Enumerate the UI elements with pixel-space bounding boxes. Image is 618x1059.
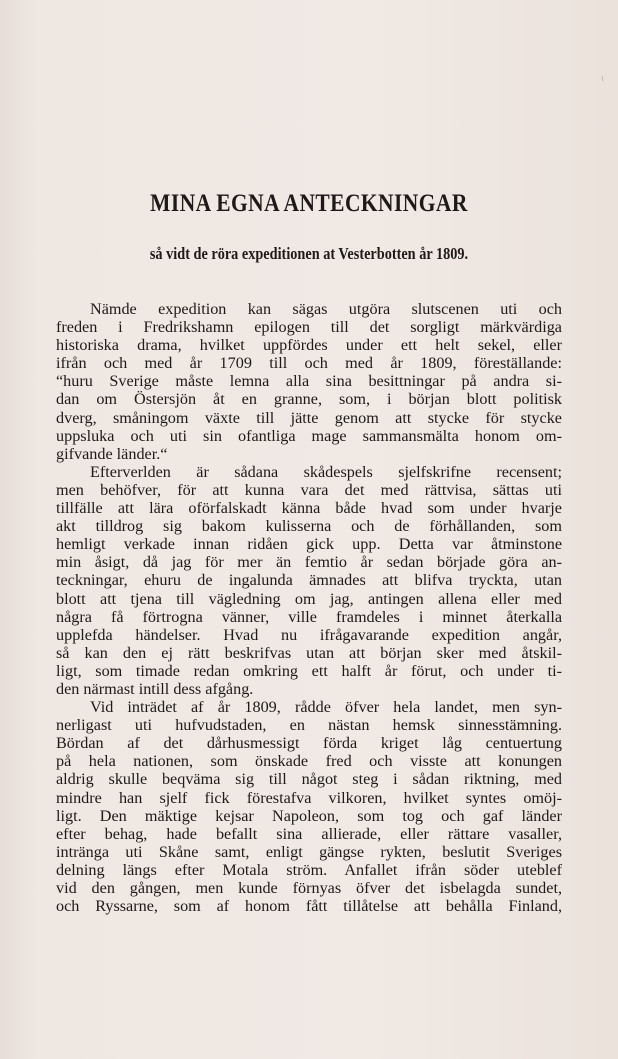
text-line: på hela nationen, som önskade fred och visste att konungen: [56, 752, 562, 771]
text-line: aldrig skulle beqväma sig till något steg i sådan riktning, med: [56, 770, 562, 789]
paragraph: [56, 300, 562, 463]
text-line: dan om Östersjön åt en granne, som, i början blott politisk: [56, 390, 562, 409]
text-line: men behöfver, för att kunna vara det med rättvisa, sättas uti: [56, 480, 562, 499]
text-line: Vid inträdet af år 1809, rådde öfver hela landet, men syn-: [90, 698, 562, 717]
text-line: gifvande länder.“: [56, 444, 168, 463]
text-line: några få förtrogna vänner, ville framdeles i minnet återkalla: [56, 607, 562, 626]
text-line: och Ryssarne, som af honom fått tillåtelse att behålla Finland,: [56, 897, 562, 916]
text-line: vid den gången, men kunde förnyas öfver det isbelagda sundet,: [56, 879, 562, 897]
text-line: ligt. Den mäktige kejsar Napoleon, som tog och gaf länder: [56, 806, 562, 825]
text-line: efter behag, hade befallt sina allierade, eller rättare vasaller,: [56, 824, 562, 843]
text-line: dverg, småningom växte till jätte genom att stycke för stycke: [56, 408, 562, 427]
paragraph: [56, 698, 562, 915]
document-subtitle: så vidt de röra expeditionen at Vesterbotten år 1809.: [149, 244, 469, 263]
text-line: Nämde expedition kan sägas utgöra slutscenen uti och: [90, 300, 562, 318]
text-line: ifrån och med år 1709 till och med år 1809, föreställande:: [56, 354, 562, 373]
text-line: så kan den ej rätt beskrifvas utan att början sker med åtskil-: [56, 643, 562, 662]
text-line: teckningar, ehuru de ingalunda ämnades att blifva tryckta, utan: [56, 571, 562, 590]
text-line: mindre han sjelf fick förestafva vilkoren, hvilket syntes omöj-: [56, 788, 562, 807]
text-line: nerligast uti hufvudstaden, en nästan hemsk sinnesstämning.: [56, 716, 562, 735]
text-line: delning längs efter Motala ström. Anfallet ifrån söder uteblef: [56, 860, 562, 879]
text-line: tillfälle att lära oförfalskadt känna både hvad som under hvarje: [56, 499, 562, 518]
text-line: min åsigt, då jag för mer än femtio år sedan började göra an-: [56, 553, 562, 572]
text-line: blott att tjena till vägledning om jag, antingen allena eller med: [56, 589, 562, 608]
text-line: Bördan af det dårhusmessigt förda kriget låg centuertung: [56, 734, 562, 753]
text-line: Efterverlden är sådana skådespels sjelfskrifne recensent;: [90, 462, 562, 481]
text-line: freden i Fredrikshamn epilogen till det sorgligt märkvärdiga: [56, 318, 562, 337]
page-number-bleed: ι: [601, 72, 604, 84]
text-line: upplefda händelser. Hvad nu ifrågavarande expedition angår,: [56, 625, 562, 644]
text-line: “huru Sverige måste lemna alla sina besittningar på andra si-: [56, 372, 562, 391]
text-line: akt tilldrog sig bakom kulisserna och de förhållanden, som: [56, 517, 562, 536]
text-line: historiska drama, hvilket uppfördes under ett helt sekel, eller: [56, 336, 562, 355]
text-line: ligt, som timade redan omkring ett halft år förut, och under ti-: [56, 661, 562, 680]
document-title: MINA EGNA ANTECKNINGAR: [150, 190, 468, 217]
text-line: hemligt verkade innan ridåen gick upp. Detta var åtminstone: [56, 535, 562, 554]
text-line: inträngа uti Skåne samt, enligt gängse rykten, beslutit Sveriges: [56, 842, 562, 861]
paragraph: [56, 463, 562, 698]
document-body: [56, 300, 562, 915]
text-line: den närmast intill dess afgång.: [56, 679, 254, 698]
text-line: uppsluka och uti sin ofantliga mage sammansmälta honom om-: [56, 426, 562, 445]
